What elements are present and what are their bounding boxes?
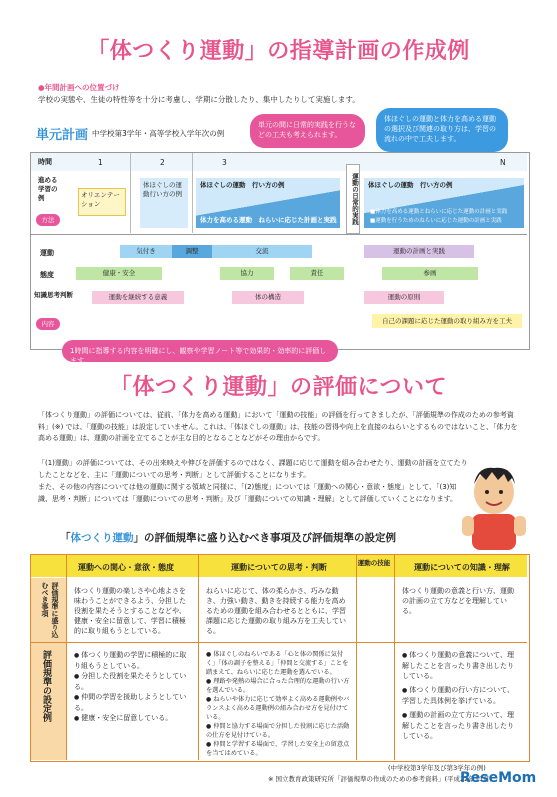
evaluation-title — [0, 370, 557, 401]
list-item: ● 健康・安全に留意している。 — [74, 713, 192, 724]
title-bracket: 」 — [267, 375, 290, 400]
daily-practice: 運動の日常的実践 — [346, 164, 360, 234]
list-item: ● 仲間と学習する場面で、学習した安全上の留意点を当てはめている。 — [206, 740, 350, 758]
list-item: ● 理路や発熱の場合に合った合理的な運動の行い方を選んでいる。 — [206, 677, 350, 695]
list-item: ● 運動の計画の立て方について、理解したことを言ったり書き出したりしている。 — [402, 710, 520, 741]
row1-interest: 体つくり運動の楽しさや心地よさを味わうことができるよう、分担した役割を果たそうとすることなどや、健康・安全に留意して、学習に積極的に取り組もうとしている。 — [74, 587, 186, 635]
divider — [356, 555, 357, 760]
row-knowledge-label: 知識思考判断 — [34, 291, 73, 299]
list-item: ● 体つくり運動の行い方について、学習した具体例を挙げている。 — [402, 685, 520, 706]
list-item: ● 分担した役割を果たそうとしている。 — [74, 671, 192, 692]
title-bracket: 」 — [244, 39, 268, 64]
row2-knowledge — [398, 646, 524, 745]
divider — [130, 153, 131, 233]
ex-adjust: 調整 — [172, 245, 212, 258]
method-badge: 方法 — [36, 214, 60, 226]
body-play-way: 体ほぐしの運動 行い方の例 — [196, 178, 340, 228]
row-exercise-label: 運動 — [40, 249, 54, 257]
att-health: 健康・安全 — [76, 267, 162, 280]
time-n: N — [500, 158, 506, 167]
title-main: 体つくり運動 — [109, 39, 245, 64]
unit-plan-label: 単元計画 — [36, 128, 89, 143]
time-2: 2 — [160, 158, 165, 167]
eval-paragraph-3: また、その他の内容については他の運動に関する領域と同様に、「(2)態度」については「運動への関心・意欲・態度」として、「(3)知識、思考・判断」については「運動についての思考・判断」及び「運動についての知識・理解」として評価していくことになります。 — [38, 483, 458, 503]
header-knowledge: 運動についての知識・理解 — [414, 563, 510, 572]
plan-item-2: ■運動を行うためのねらいに応じた運動の計画と実践 — [370, 218, 502, 224]
section-text: 学校の実態や、生徒の特性等を十分に考慮し、学期に分散したり、集中したりして実施します。 — [38, 95, 360, 104]
body-play-way-2: 体ほぐしの運動 行い方の例 — [364, 178, 524, 228]
section-heading: ●年間計画への位置づけ — [38, 83, 120, 92]
divider — [192, 153, 193, 233]
list-item: ● 仲間の学習を援助しようとしている。 — [74, 692, 192, 713]
title-bracket: 「 — [87, 39, 110, 64]
header-skill: 運動の技能 — [357, 559, 391, 567]
learning-flow-label: 進める学習の例 — [38, 176, 58, 202]
plan-item-1: ■体力を高める運動とねらいに応じた運動の計画と実践 — [370, 209, 508, 215]
kn-principle: 運動の原則 — [364, 291, 444, 304]
divider — [31, 234, 527, 235]
eval-paragraph-2: 「(1)運動」の評価については、その出来映えや伸びを評価するのではなく、課題に応じて運動を組み合わせたり、運動の計画を立てたりしたことなどを、主に「運動についての思考・判断」として評価することになります。 — [38, 459, 468, 479]
ex-awareness: 気付き — [120, 245, 172, 258]
time-row — [31, 153, 527, 171]
title-bracket: 「 — [109, 375, 133, 400]
body-play-example: 体ほぐしの運動行い方の例 — [140, 178, 188, 228]
unit-plan-sub: 中学校第3学年・高等学校入学年次の例 — [92, 129, 225, 138]
divider — [198, 555, 199, 760]
title-rest: の評価について — [289, 375, 448, 400]
eval-paragraph-1: 「体つくり運動」の評価については、従前、「体力を高める運動」において「運動の技能」の評価を行ってきましたが、「評価規準の作成のための参考資料」(※) では、「運動の技能」は設定していません。これは、「体ほぐしの運動」は、技能の習得や向上を直接のねらいとするものではないこと、「体力を高める運動」は、運動の計画を立てることが主な目的となることなどがその理由からです。 — [38, 411, 518, 442]
time-label: 時間 — [38, 158, 52, 166]
list-item: ● 体ほぐしのねらいである「心と体の関係に気付く」「体の調子を整える」「仲間と交流する」ことを踏まえて、ねらいに応じた運動を選んでいる。 — [206, 650, 350, 677]
table-title: 「体つくり運動」の評価規準に盛り込むべき事項及び評価規準の設定例 — [60, 532, 396, 544]
list-item: ● ねらいや体力に応じて効率よく高める運動例やバランスよく高める運動例の組み合わせ方を見付けている。 — [206, 695, 350, 722]
list-item: ● 体つくり運動の学習に積極的に取り組もうとしている。 — [74, 650, 192, 671]
divider — [31, 642, 527, 643]
att-coop: 協力 — [220, 267, 274, 280]
row1-label: 評価規準に盛り込むべき事項 — [41, 582, 59, 638]
row1-thinking: ねらいに応じて、体の柔らかさ、巧みな動き、力強い動き、動きを持続する能力を高めるための運動を組み合わせるとともに、学習課題に応じた運動の取り組み方を工夫している。 — [206, 587, 346, 635]
callout-evaluation: 1時間に指導する内容を明確にし、観察や学習ノート等で効果的・効率的に評価します。 — [62, 340, 338, 362]
callout-selection: 体ほぐしの運動と体力を高める運動の選択及び関連の取り方は、学習の流れの中で工夫します。 — [376, 108, 508, 152]
teacher-mascot-illustration — [458, 462, 530, 550]
row2-thinking — [202, 646, 354, 762]
content-badge: 内容 — [36, 318, 60, 330]
orientation-box: オリエンテーション — [78, 188, 126, 216]
divider — [66, 555, 67, 760]
list-item: ● 体つくり運動の意義について、理解したことを言ったり書き出したりしている。 — [402, 650, 520, 681]
att-resp: 責任 — [290, 267, 344, 280]
att-part: 参画 — [382, 267, 478, 280]
title-main: 体つくり運動 — [132, 375, 268, 400]
resemom-logo: ReseMom — [460, 770, 537, 786]
row-attitude-label: 態度 — [40, 271, 54, 279]
fitness-way: 体力を高める運動 ねらいに応じた計画と実践 — [200, 216, 337, 224]
callout-daily-practice: 単元の間に日常的実践を行うなどの工夫も考えられます。 — [250, 114, 365, 148]
row2-label: 評価規準の設定例 — [41, 650, 51, 722]
list-item: ● 仲間と協力する場面で分担した役割に応じた活動の仕方を見付けている。 — [206, 722, 350, 740]
header-thinking: 運動についての思考・判断 — [231, 563, 327, 572]
footnote-example: (中学校第3学年及び第3学年の例) — [388, 764, 486, 772]
row1-knowledge: 体つくり運動の意義と行い方、運動の計画の立て方などを理解している。 — [402, 587, 514, 615]
time-1: 1 — [98, 158, 103, 167]
kn-structure: 体の構造 — [232, 291, 304, 304]
ex-exchange: 交流 — [212, 245, 312, 258]
divider — [394, 555, 395, 760]
page-title — [0, 34, 557, 65]
ex-plan: 運動の計画と実践 — [364, 245, 474, 258]
kn-meaning: 運動を継続する意義 — [92, 291, 184, 304]
kn-self: 自己の課題に応じた運動の取り組み方を工夫 — [372, 314, 522, 328]
row2-interest — [70, 646, 196, 728]
footnote-source: ※ 国立教育政策研究所「評価規準の作成のための参考資料」(平成22年11月) — [268, 775, 493, 783]
time-3: 3 — [222, 158, 227, 167]
header-interest: 運動への関心・意欲・態度 — [78, 563, 174, 572]
title-rest: の指導計画の作成例 — [267, 39, 470, 64]
